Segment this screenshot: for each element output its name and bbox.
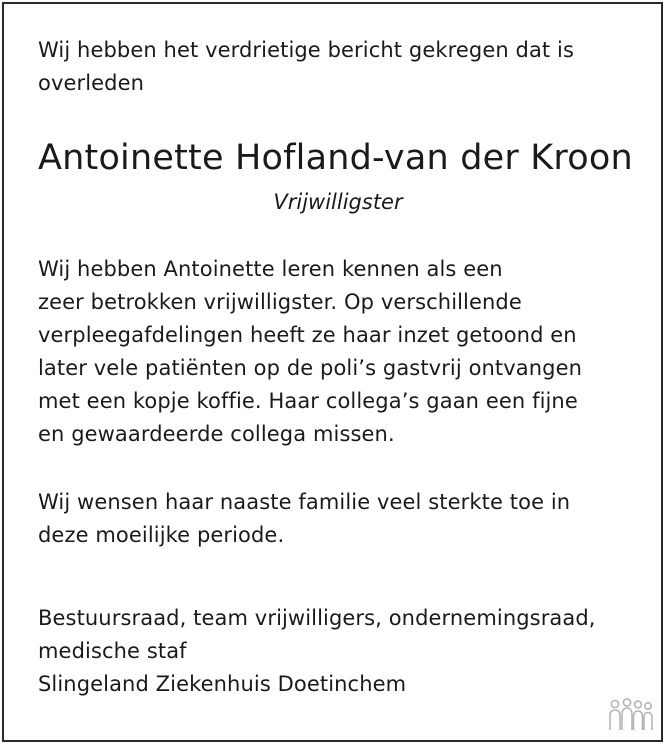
message-paragraph-1 xyxy=(38,253,638,451)
family-people-icon xyxy=(607,698,655,732)
signature-line: Bestuursraad, team vrijwilligers, ondernemingsraad, xyxy=(38,606,596,630)
signature-block xyxy=(38,602,638,701)
intro-line: overleden xyxy=(38,71,145,95)
message-line: Wij hebben Antoinette leren kennen als een xyxy=(38,257,503,281)
deceased-name: Antoinette Hofland-van der Kroon xyxy=(38,138,633,178)
obituary-content xyxy=(38,34,638,701)
signature-line: medische staf xyxy=(38,639,187,663)
message-line: verpleegafdelingen heeft ze haar inzet getoond en xyxy=(38,323,577,347)
message-line: zeer betrokken vrijwilligster. Op verschillende xyxy=(38,290,522,314)
message-line: Wij wensen haar naaste familie veel sterkte toe in xyxy=(38,490,571,514)
intro-text xyxy=(38,34,638,100)
signature-line: Slingeland Ziekenhuis Doetinchem xyxy=(38,672,407,696)
message-line: deze moeilijke periode. xyxy=(38,523,285,547)
message-line: met een kopje koffie. Haar collega’s gaan een fijne xyxy=(38,389,578,413)
message-paragraph-2 xyxy=(38,486,638,552)
message-line: later vele patiënten op de poli’s gastvrij ontvangen xyxy=(38,356,583,380)
deceased-role: Vrijwilligster xyxy=(273,190,403,214)
intro-line: Wij hebben het verdrietige bericht gekregen dat is xyxy=(38,38,575,62)
message-line: en gewaardeerde collega missen. xyxy=(38,422,395,446)
